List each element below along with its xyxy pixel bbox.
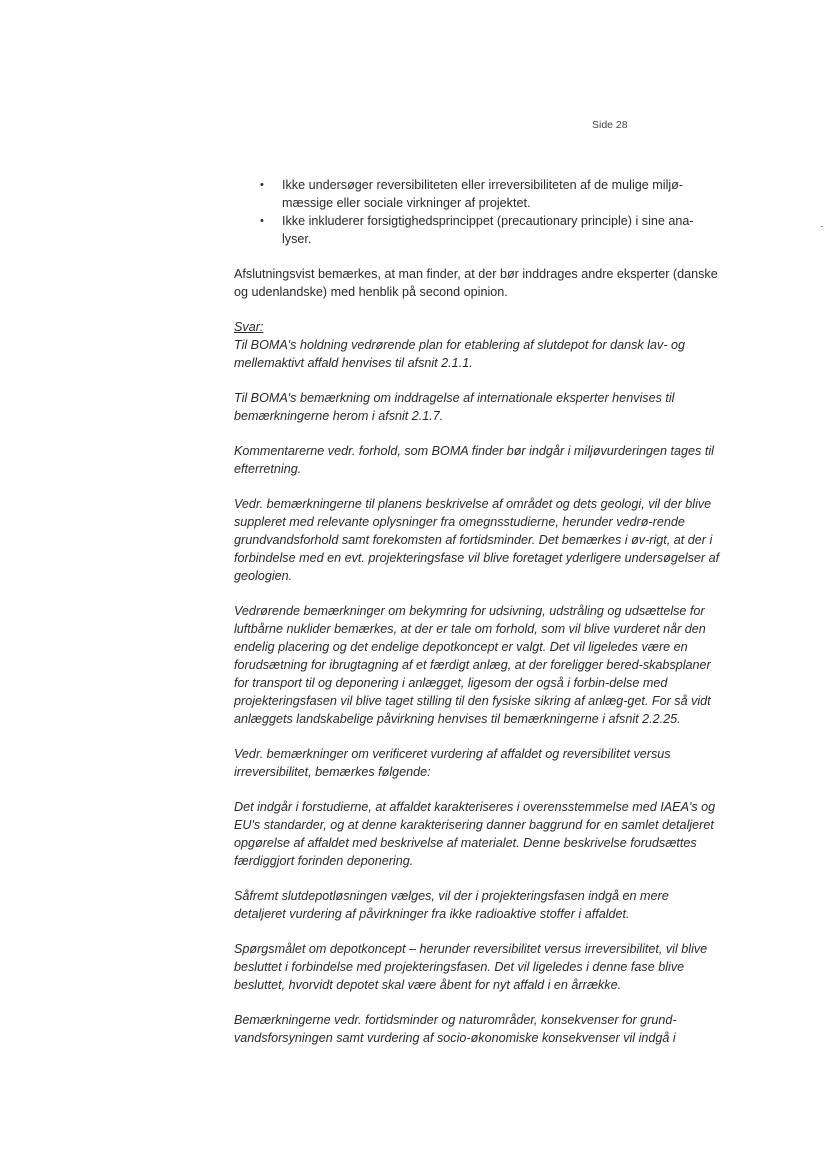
- answer-paragraph: Til BOMA's bemærkning om inddragelse af internationale eksperter henvises til bemærkningerne herom i afsnit 2.1.7.: [234, 391, 675, 423]
- list-item: [260, 176, 720, 212]
- answer-paragraph: Til BOMA's holdning vedrørende plan for etablering af slutdepot for dansk lav- og mellemaktivt affald henvises til afsnit 2.1.1.: [234, 338, 686, 370]
- answer-section: [234, 318, 720, 1047]
- scan-edge-mark: [821, 226, 823, 227]
- list-item: [260, 212, 720, 248]
- closing-remark: Afslutningsvist bemærkes, at man finder, at der bør inddrages andre eksperter (danske og udenlandske) med henblik på second opinion.: [234, 267, 718, 299]
- bullet-list: [260, 176, 720, 248]
- list-item-text: Ikke inkluderer forsigtighedsprincippet (precautionary principle) i sine ana-lyser.: [282, 214, 694, 246]
- bullet-icon: •: [260, 179, 264, 191]
- bullet-icon: •: [260, 215, 264, 227]
- answer-paragraph: Vedr. bemærkningerne til planens beskrivelse af området og dets geologi, vil der blive suppleret med relevante oplysninger fra omegnsstudierne, herunder vedrø-rende grundvandsforhold samt forekomsten af fortidsminder. Det bemærkes i øv-rigt, at der i forbindelse med en evt. projekteringsfase vil blive foretaget yderligere undersøgelser af geologien.: [234, 497, 720, 583]
- answer-paragraph: Kommentarerne vedr. forhold, som BOMA finder bør indgår i miljøvurderingen tages til efterretning.: [234, 444, 714, 476]
- answer-paragraph: Såfremt slutdepotløsningen vælges, vil der i projekteringsfasen indgå en mere detaljeret vurdering af påvirkninger fra ikke radioaktive stoffer i affaldet.: [234, 889, 669, 921]
- page-number: Side 28: [592, 119, 628, 131]
- list-item-text: Ikke undersøger reversibiliteten eller irreversibiliteten af de mulige miljø-mæssige eller sociale virkninger af projektet.: [282, 178, 684, 210]
- answer-paragraph: Spørgsmålet om depotkoncept – herunder reversibilitet versus irreversibilitet, vil blive besluttet i forbindelse med projekteringsfasen. Det vil ligeledes i denne fase blive besluttet, hvorvidt depotet skal være åbent for nyt affald i en årrække.: [234, 942, 708, 992]
- answer-paragraph: Vedr. bemærkninger om verificeret vurdering af affaldet og reversibilitet versus irreversibilitet, bemærkes følgende:: [234, 747, 671, 779]
- answer-label: Svar:: [234, 320, 264, 334]
- answer-paragraph: Det indgår i forstudierne, at affaldet karakteriseres i overensstemmelse med IAEA's og EU's standarder, og at denne karakterisering danner baggrund for en samlet detaljeret opgørelse af affaldet med beskrivelse af materialet. Denne beskrivelse forudsættes færdiggjort forinden deponering.: [234, 800, 716, 868]
- document-body: [234, 176, 720, 1047]
- answer-paragraph: Bemærkningerne vedr. fortidsminder og naturområder, konsekvenser for grund-vandsforsyningen samt vurdering af socio-økonomiske konsekvenser vil indgå i: [234, 1013, 677, 1045]
- answer-paragraph: Vedrørende bemærkninger om bekymring for udsivning, udstråling og udsættelse for luftbårne nuklider bemærkes, at der er tale om forhold, som vil blive vurderet når den endelig placering og det endelige depotkoncept er valgt. Det vil ligeledes være en forudsætning for ibrugtagning af et færdigt anlæg, at der foreligger bered-skabsplaner for transport til og deponering i anlægget, ligesom der også i forbin-delse med projekteringsfasen vil blive taget stilling til den fysiske sikring af anlæg-get. For så vidt anlæggets landskabelige påvirkning henvises til bemærkningerne i afsnit 2.2.25.: [234, 604, 711, 726]
